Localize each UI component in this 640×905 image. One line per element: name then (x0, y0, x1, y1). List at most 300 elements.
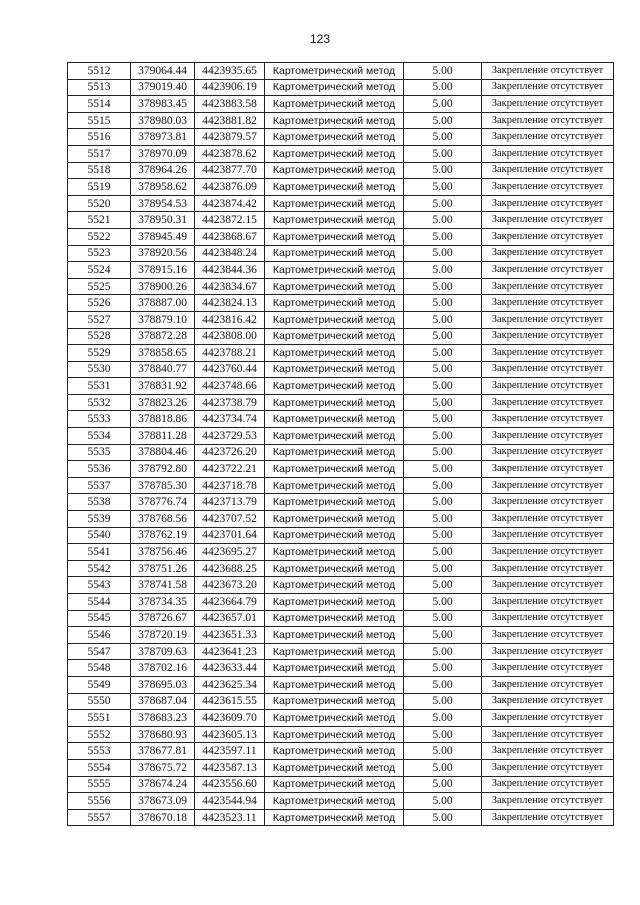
x-coordinate-cell: 378785.30 (131, 477, 195, 494)
method-cell: Картометрический метод (265, 577, 404, 594)
x-coordinate-cell: 378872.28 (131, 328, 195, 345)
method-cell: Картометрический метод (265, 676, 404, 693)
accuracy-cell: 5.00 (404, 262, 482, 279)
point-number-cell: 5541 (68, 544, 131, 561)
accuracy-cell: 5.00 (404, 295, 482, 312)
method-cell: Картометрический метод (265, 710, 404, 727)
table-row (68, 560, 614, 577)
method-cell: Картометрический метод (265, 594, 404, 611)
fixation-cell: Закрепление отсутствует (482, 594, 614, 611)
y-coordinate-cell: 4423523.11 (195, 809, 265, 826)
coordinates-table-body (68, 63, 614, 826)
table-row (68, 112, 614, 129)
accuracy-cell: 5.00 (404, 96, 482, 113)
point-number-cell: 5525 (68, 278, 131, 295)
x-coordinate-cell: 378675.72 (131, 759, 195, 776)
x-coordinate-cell: 379064.44 (131, 63, 195, 80)
method-cell: Картометрический метод (265, 544, 404, 561)
point-number-cell: 5548 (68, 660, 131, 677)
table-row (68, 129, 614, 146)
table-row (68, 245, 614, 262)
point-number-cell: 5550 (68, 693, 131, 710)
method-cell: Картометрический метод (265, 212, 404, 229)
point-number-cell: 5516 (68, 129, 131, 146)
fixation-cell: Закрепление отсутствует (482, 643, 614, 660)
method-cell: Картометрический метод (265, 394, 404, 411)
method-cell: Картометрический метод (265, 494, 404, 511)
accuracy-cell: 5.00 (404, 776, 482, 793)
point-number-cell: 5536 (68, 461, 131, 478)
x-coordinate-cell: 378823.26 (131, 394, 195, 411)
y-coordinate-cell: 4423701.64 (195, 527, 265, 544)
y-coordinate-cell: 4423877.70 (195, 162, 265, 179)
y-coordinate-cell: 4423664.79 (195, 594, 265, 611)
point-number-cell: 5517 (68, 145, 131, 162)
fixation-cell: Закрепление отсутствует (482, 743, 614, 760)
x-coordinate-cell: 378776.74 (131, 494, 195, 511)
method-cell: Картометрический метод (265, 660, 404, 677)
fixation-cell: Закрепление отсутствует (482, 776, 614, 793)
fixation-cell: Закрепление отсутствует (482, 394, 614, 411)
method-cell: Картометрический метод (265, 145, 404, 162)
table-row (68, 610, 614, 627)
point-number-cell: 5553 (68, 743, 131, 760)
y-coordinate-cell: 4423906.19 (195, 79, 265, 96)
fixation-cell: Закрепление отсутствует (482, 328, 614, 345)
x-coordinate-cell: 378751.26 (131, 560, 195, 577)
x-coordinate-cell: 378887.00 (131, 295, 195, 312)
point-number-cell: 5555 (68, 776, 131, 793)
y-coordinate-cell: 4423881.82 (195, 112, 265, 129)
y-coordinate-cell: 4423718.78 (195, 477, 265, 494)
point-number-cell: 5526 (68, 295, 131, 312)
point-number-cell: 5542 (68, 560, 131, 577)
y-coordinate-cell: 4423878.62 (195, 145, 265, 162)
x-coordinate-cell: 378695.03 (131, 676, 195, 693)
point-number-cell: 5522 (68, 228, 131, 245)
fixation-cell: Закрепление отсутствует (482, 477, 614, 494)
y-coordinate-cell: 4423657.01 (195, 610, 265, 627)
fixation-cell: Закрепление отсутствует (482, 96, 614, 113)
table-row (68, 577, 614, 594)
fixation-cell: Закрепление отсутствует (482, 693, 614, 710)
point-number-cell: 5530 (68, 361, 131, 378)
y-coordinate-cell: 4423788.21 (195, 345, 265, 362)
y-coordinate-cell: 4423816.42 (195, 311, 265, 328)
fixation-cell: Закрепление отсутствует (482, 278, 614, 295)
accuracy-cell: 5.00 (404, 411, 482, 428)
method-cell: Картометрический метод (265, 428, 404, 445)
y-coordinate-cell: 4423729.53 (195, 428, 265, 445)
point-number-cell: 5554 (68, 759, 131, 776)
method-cell: Картометрический метод (265, 361, 404, 378)
point-number-cell: 5538 (68, 494, 131, 511)
fixation-cell: Закрепление отсутствует (482, 162, 614, 179)
table-row (68, 660, 614, 677)
accuracy-cell: 5.00 (404, 129, 482, 146)
point-number-cell: 5557 (68, 809, 131, 826)
x-coordinate-cell: 378792.80 (131, 461, 195, 478)
x-coordinate-cell: 378680.93 (131, 726, 195, 743)
method-cell: Картометрический метод (265, 461, 404, 478)
y-coordinate-cell: 4423760.44 (195, 361, 265, 378)
fixation-cell: Закрепление отсутствует (482, 444, 614, 461)
table-row (68, 793, 614, 810)
fixation-cell: Закрепление отсутствует (482, 195, 614, 212)
y-coordinate-cell: 4423707.52 (195, 511, 265, 528)
accuracy-cell: 5.00 (404, 278, 482, 295)
fixation-cell: Закрепление отсутствует (482, 63, 614, 80)
table-row (68, 195, 614, 212)
fixation-cell: Закрепление отсутствует (482, 627, 614, 644)
table-row (68, 726, 614, 743)
accuracy-cell: 5.00 (404, 477, 482, 494)
x-coordinate-cell: 378964.26 (131, 162, 195, 179)
accuracy-cell: 5.00 (404, 610, 482, 627)
point-number-cell: 5537 (68, 477, 131, 494)
point-number-cell: 5515 (68, 112, 131, 129)
y-coordinate-cell: 4423641.23 (195, 643, 265, 660)
x-coordinate-cell: 378683.23 (131, 710, 195, 727)
fixation-cell: Закрепление отсутствует (482, 179, 614, 196)
y-coordinate-cell: 4423808.00 (195, 328, 265, 345)
accuracy-cell: 5.00 (404, 195, 482, 212)
fixation-cell: Закрепление отсутствует (482, 129, 614, 146)
point-number-cell: 5534 (68, 428, 131, 445)
fixation-cell: Закрепление отсутствует (482, 676, 614, 693)
method-cell: Картометрический метод (265, 162, 404, 179)
y-coordinate-cell: 4423695.27 (195, 544, 265, 561)
table-row (68, 212, 614, 229)
y-coordinate-cell: 4423544.94 (195, 793, 265, 810)
point-number-cell: 5551 (68, 710, 131, 727)
x-coordinate-cell: 378756.46 (131, 544, 195, 561)
method-cell: Картометрический метод (265, 328, 404, 345)
x-coordinate-cell: 378673.09 (131, 793, 195, 810)
table-row (68, 63, 614, 80)
point-number-cell: 5520 (68, 195, 131, 212)
point-number-cell: 5556 (68, 793, 131, 810)
accuracy-cell: 5.00 (404, 809, 482, 826)
method-cell: Картометрический метод (265, 378, 404, 395)
table-row (68, 394, 614, 411)
y-coordinate-cell: 4423587.13 (195, 759, 265, 776)
method-cell: Картометрический метод (265, 793, 404, 810)
x-coordinate-cell: 378973.81 (131, 129, 195, 146)
point-number-cell: 5514 (68, 96, 131, 113)
table-row (68, 693, 614, 710)
y-coordinate-cell: 4423848.24 (195, 245, 265, 262)
fixation-cell: Закрепление отсутствует (482, 710, 614, 727)
y-coordinate-cell: 4423824.13 (195, 295, 265, 312)
method-cell: Картометрический метод (265, 643, 404, 660)
method-cell: Картометрический метод (265, 776, 404, 793)
table-row (68, 527, 614, 544)
y-coordinate-cell: 4423713.79 (195, 494, 265, 511)
point-number-cell: 5544 (68, 594, 131, 611)
point-number-cell: 5531 (68, 378, 131, 395)
fixation-cell: Закрепление отсутствует (482, 461, 614, 478)
fixation-cell: Закрепление отсутствует (482, 79, 614, 96)
y-coordinate-cell: 4423609.70 (195, 710, 265, 727)
x-coordinate-cell: 378879.10 (131, 311, 195, 328)
method-cell: Картометрический метод (265, 179, 404, 196)
point-number-cell: 5513 (68, 79, 131, 96)
table-row (68, 494, 614, 511)
point-number-cell: 5523 (68, 245, 131, 262)
x-coordinate-cell: 378840.77 (131, 361, 195, 378)
method-cell: Картометрический метод (265, 527, 404, 544)
fixation-cell: Закрепление отсутствует (482, 809, 614, 826)
table-row (68, 295, 614, 312)
x-coordinate-cell: 378741.58 (131, 577, 195, 594)
x-coordinate-cell: 378954.53 (131, 195, 195, 212)
table-row (68, 328, 614, 345)
fixation-cell: Закрепление отсутствует (482, 527, 614, 544)
table-row (68, 278, 614, 295)
method-cell: Картометрический метод (265, 262, 404, 279)
method-cell: Картометрический метод (265, 759, 404, 776)
table-row (68, 776, 614, 793)
accuracy-cell: 5.00 (404, 793, 482, 810)
fixation-cell: Закрепление отсутствует (482, 378, 614, 395)
accuracy-cell: 5.00 (404, 112, 482, 129)
x-coordinate-cell: 378811.28 (131, 428, 195, 445)
point-number-cell: 5545 (68, 610, 131, 627)
accuracy-cell: 5.00 (404, 461, 482, 478)
accuracy-cell: 5.00 (404, 627, 482, 644)
method-cell: Картометрический метод (265, 610, 404, 627)
accuracy-cell: 5.00 (404, 79, 482, 96)
method-cell: Картометрический метод (265, 693, 404, 710)
accuracy-cell: 5.00 (404, 710, 482, 727)
accuracy-cell: 5.00 (404, 693, 482, 710)
accuracy-cell: 5.00 (404, 544, 482, 561)
point-number-cell: 5540 (68, 527, 131, 544)
accuracy-cell: 5.00 (404, 527, 482, 544)
point-number-cell: 5539 (68, 511, 131, 528)
table-row (68, 627, 614, 644)
x-coordinate-cell: 378734.35 (131, 594, 195, 611)
method-cell: Картометрический метод (265, 79, 404, 96)
accuracy-cell: 5.00 (404, 577, 482, 594)
fixation-cell: Закрепление отсутствует (482, 295, 614, 312)
accuracy-cell: 5.00 (404, 428, 482, 445)
table-row (68, 411, 614, 428)
table-row (68, 179, 614, 196)
point-number-cell: 5524 (68, 262, 131, 279)
accuracy-cell: 5.00 (404, 759, 482, 776)
fixation-cell: Закрепление отсутствует (482, 660, 614, 677)
fixation-cell: Закрепление отсутствует (482, 345, 614, 362)
accuracy-cell: 5.00 (404, 378, 482, 395)
method-cell: Картометрический метод (265, 726, 404, 743)
fixation-cell: Закрепление отсутствует (482, 726, 614, 743)
table-row (68, 461, 614, 478)
fixation-cell: Закрепление отсутствует (482, 759, 614, 776)
x-coordinate-cell: 378858.65 (131, 345, 195, 362)
fixation-cell: Закрепление отсутствует (482, 245, 614, 262)
x-coordinate-cell: 378720.19 (131, 627, 195, 644)
y-coordinate-cell: 4423738.79 (195, 394, 265, 411)
x-coordinate-cell: 378950.31 (131, 212, 195, 229)
accuracy-cell: 5.00 (404, 345, 482, 362)
fixation-cell: Закрепление отсутствует (482, 212, 614, 229)
method-cell: Картометрический метод (265, 228, 404, 245)
y-coordinate-cell: 4423872.15 (195, 212, 265, 229)
table-row (68, 743, 614, 760)
x-coordinate-cell: 378677.81 (131, 743, 195, 760)
method-cell: Картометрический метод (265, 63, 404, 80)
method-cell: Картометрический метод (265, 245, 404, 262)
point-number-cell: 5535 (68, 444, 131, 461)
table-row (68, 477, 614, 494)
accuracy-cell: 5.00 (404, 726, 482, 743)
point-number-cell: 5521 (68, 212, 131, 229)
point-number-cell: 5528 (68, 328, 131, 345)
x-coordinate-cell: 378831.92 (131, 378, 195, 395)
x-coordinate-cell: 378920.56 (131, 245, 195, 262)
fixation-cell: Закрепление отсутствует (482, 544, 614, 561)
x-coordinate-cell: 378762.19 (131, 527, 195, 544)
accuracy-cell: 5.00 (404, 643, 482, 660)
y-coordinate-cell: 4423879.57 (195, 129, 265, 146)
table-row (68, 444, 614, 461)
point-number-cell: 5532 (68, 394, 131, 411)
page-number: 123 (309, 32, 331, 46)
accuracy-cell: 5.00 (404, 63, 482, 80)
accuracy-cell: 5.00 (404, 511, 482, 528)
method-cell: Картометрический метод (265, 112, 404, 129)
y-coordinate-cell: 4423883.58 (195, 96, 265, 113)
y-coordinate-cell: 4423844.36 (195, 262, 265, 279)
fixation-cell: Закрепление отсутствует (482, 228, 614, 245)
method-cell: Картометрический метод (265, 195, 404, 212)
fixation-cell: Закрепление отсутствует (482, 494, 614, 511)
x-coordinate-cell: 378687.04 (131, 693, 195, 710)
y-coordinate-cell: 4423726.20 (195, 444, 265, 461)
accuracy-cell: 5.00 (404, 594, 482, 611)
table-row (68, 378, 614, 395)
accuracy-cell: 5.00 (404, 394, 482, 411)
y-coordinate-cell: 4423605.13 (195, 726, 265, 743)
table-row (68, 262, 614, 279)
y-coordinate-cell: 4423556.60 (195, 776, 265, 793)
point-number-cell: 5518 (68, 162, 131, 179)
method-cell: Картометрический метод (265, 444, 404, 461)
table-row (68, 428, 614, 445)
method-cell: Картометрический метод (265, 278, 404, 295)
fixation-cell: Закрепление отсутствует (482, 577, 614, 594)
method-cell: Картометрический метод (265, 411, 404, 428)
x-coordinate-cell: 378958.62 (131, 179, 195, 196)
method-cell: Картометрический метод (265, 627, 404, 644)
fixation-cell: Закрепление отсутствует (482, 311, 614, 328)
table-row (68, 511, 614, 528)
y-coordinate-cell: 4423748.66 (195, 378, 265, 395)
point-number-cell: 5546 (68, 627, 131, 644)
point-number-cell: 5529 (68, 345, 131, 362)
table-row (68, 676, 614, 693)
accuracy-cell: 5.00 (404, 494, 482, 511)
y-coordinate-cell: 4423935.65 (195, 63, 265, 80)
fixation-cell: Закрепление отсутствует (482, 411, 614, 428)
method-cell: Картометрический метод (265, 809, 404, 826)
y-coordinate-cell: 4423834.67 (195, 278, 265, 295)
x-coordinate-cell: 379019.40 (131, 79, 195, 96)
point-number-cell: 5547 (68, 643, 131, 660)
fixation-cell: Закрепление отсутствует (482, 793, 614, 810)
table-row (68, 145, 614, 162)
y-coordinate-cell: 4423615.55 (195, 693, 265, 710)
y-coordinate-cell: 4423625.34 (195, 676, 265, 693)
y-coordinate-cell: 4423688.25 (195, 560, 265, 577)
method-cell: Картометрический метод (265, 129, 404, 146)
table-row (68, 809, 614, 826)
x-coordinate-cell: 378709.63 (131, 643, 195, 660)
x-coordinate-cell: 378980.03 (131, 112, 195, 129)
fixation-cell: Закрепление отсутствует (482, 262, 614, 279)
point-number-cell: 5533 (68, 411, 131, 428)
y-coordinate-cell: 4423868.67 (195, 228, 265, 245)
table-row (68, 311, 614, 328)
y-coordinate-cell: 4423722.21 (195, 461, 265, 478)
fixation-cell: Закрепление отсутствует (482, 112, 614, 129)
accuracy-cell: 5.00 (404, 444, 482, 461)
x-coordinate-cell: 378768.56 (131, 511, 195, 528)
accuracy-cell: 5.00 (404, 328, 482, 345)
accuracy-cell: 5.00 (404, 245, 482, 262)
table-row (68, 643, 614, 660)
method-cell: Картометрический метод (265, 477, 404, 494)
fixation-cell: Закрепление отсутствует (482, 560, 614, 577)
accuracy-cell: 5.00 (404, 311, 482, 328)
x-coordinate-cell: 378818.86 (131, 411, 195, 428)
table-row (68, 79, 614, 96)
point-number-cell: 5543 (68, 577, 131, 594)
point-number-cell: 5549 (68, 676, 131, 693)
table-row (68, 594, 614, 611)
y-coordinate-cell: 4423651.33 (195, 627, 265, 644)
fixation-cell: Закрепление отсутствует (482, 511, 614, 528)
accuracy-cell: 5.00 (404, 660, 482, 677)
accuracy-cell: 5.00 (404, 212, 482, 229)
method-cell: Картометрический метод (265, 295, 404, 312)
x-coordinate-cell: 378983.45 (131, 96, 195, 113)
table-row (68, 710, 614, 727)
x-coordinate-cell: 378674.24 (131, 776, 195, 793)
x-coordinate-cell: 378670.18 (131, 809, 195, 826)
table-row (68, 96, 614, 113)
x-coordinate-cell: 378726.67 (131, 610, 195, 627)
x-coordinate-cell: 378900.26 (131, 278, 195, 295)
accuracy-cell: 5.00 (404, 162, 482, 179)
y-coordinate-cell: 4423874.42 (195, 195, 265, 212)
accuracy-cell: 5.00 (404, 560, 482, 577)
table-row (68, 544, 614, 561)
x-coordinate-cell: 378945.49 (131, 228, 195, 245)
accuracy-cell: 5.00 (404, 676, 482, 693)
fixation-cell: Закрепление отсутствует (482, 428, 614, 445)
coordinates-table (67, 62, 614, 826)
point-number-cell: 5527 (68, 311, 131, 328)
method-cell: Картометрический метод (265, 345, 404, 362)
method-cell: Картометрический метод (265, 511, 404, 528)
fixation-cell: Закрепление отсутствует (482, 610, 614, 627)
point-number-cell: 5519 (68, 179, 131, 196)
y-coordinate-cell: 4423673.20 (195, 577, 265, 594)
table-row (68, 361, 614, 378)
